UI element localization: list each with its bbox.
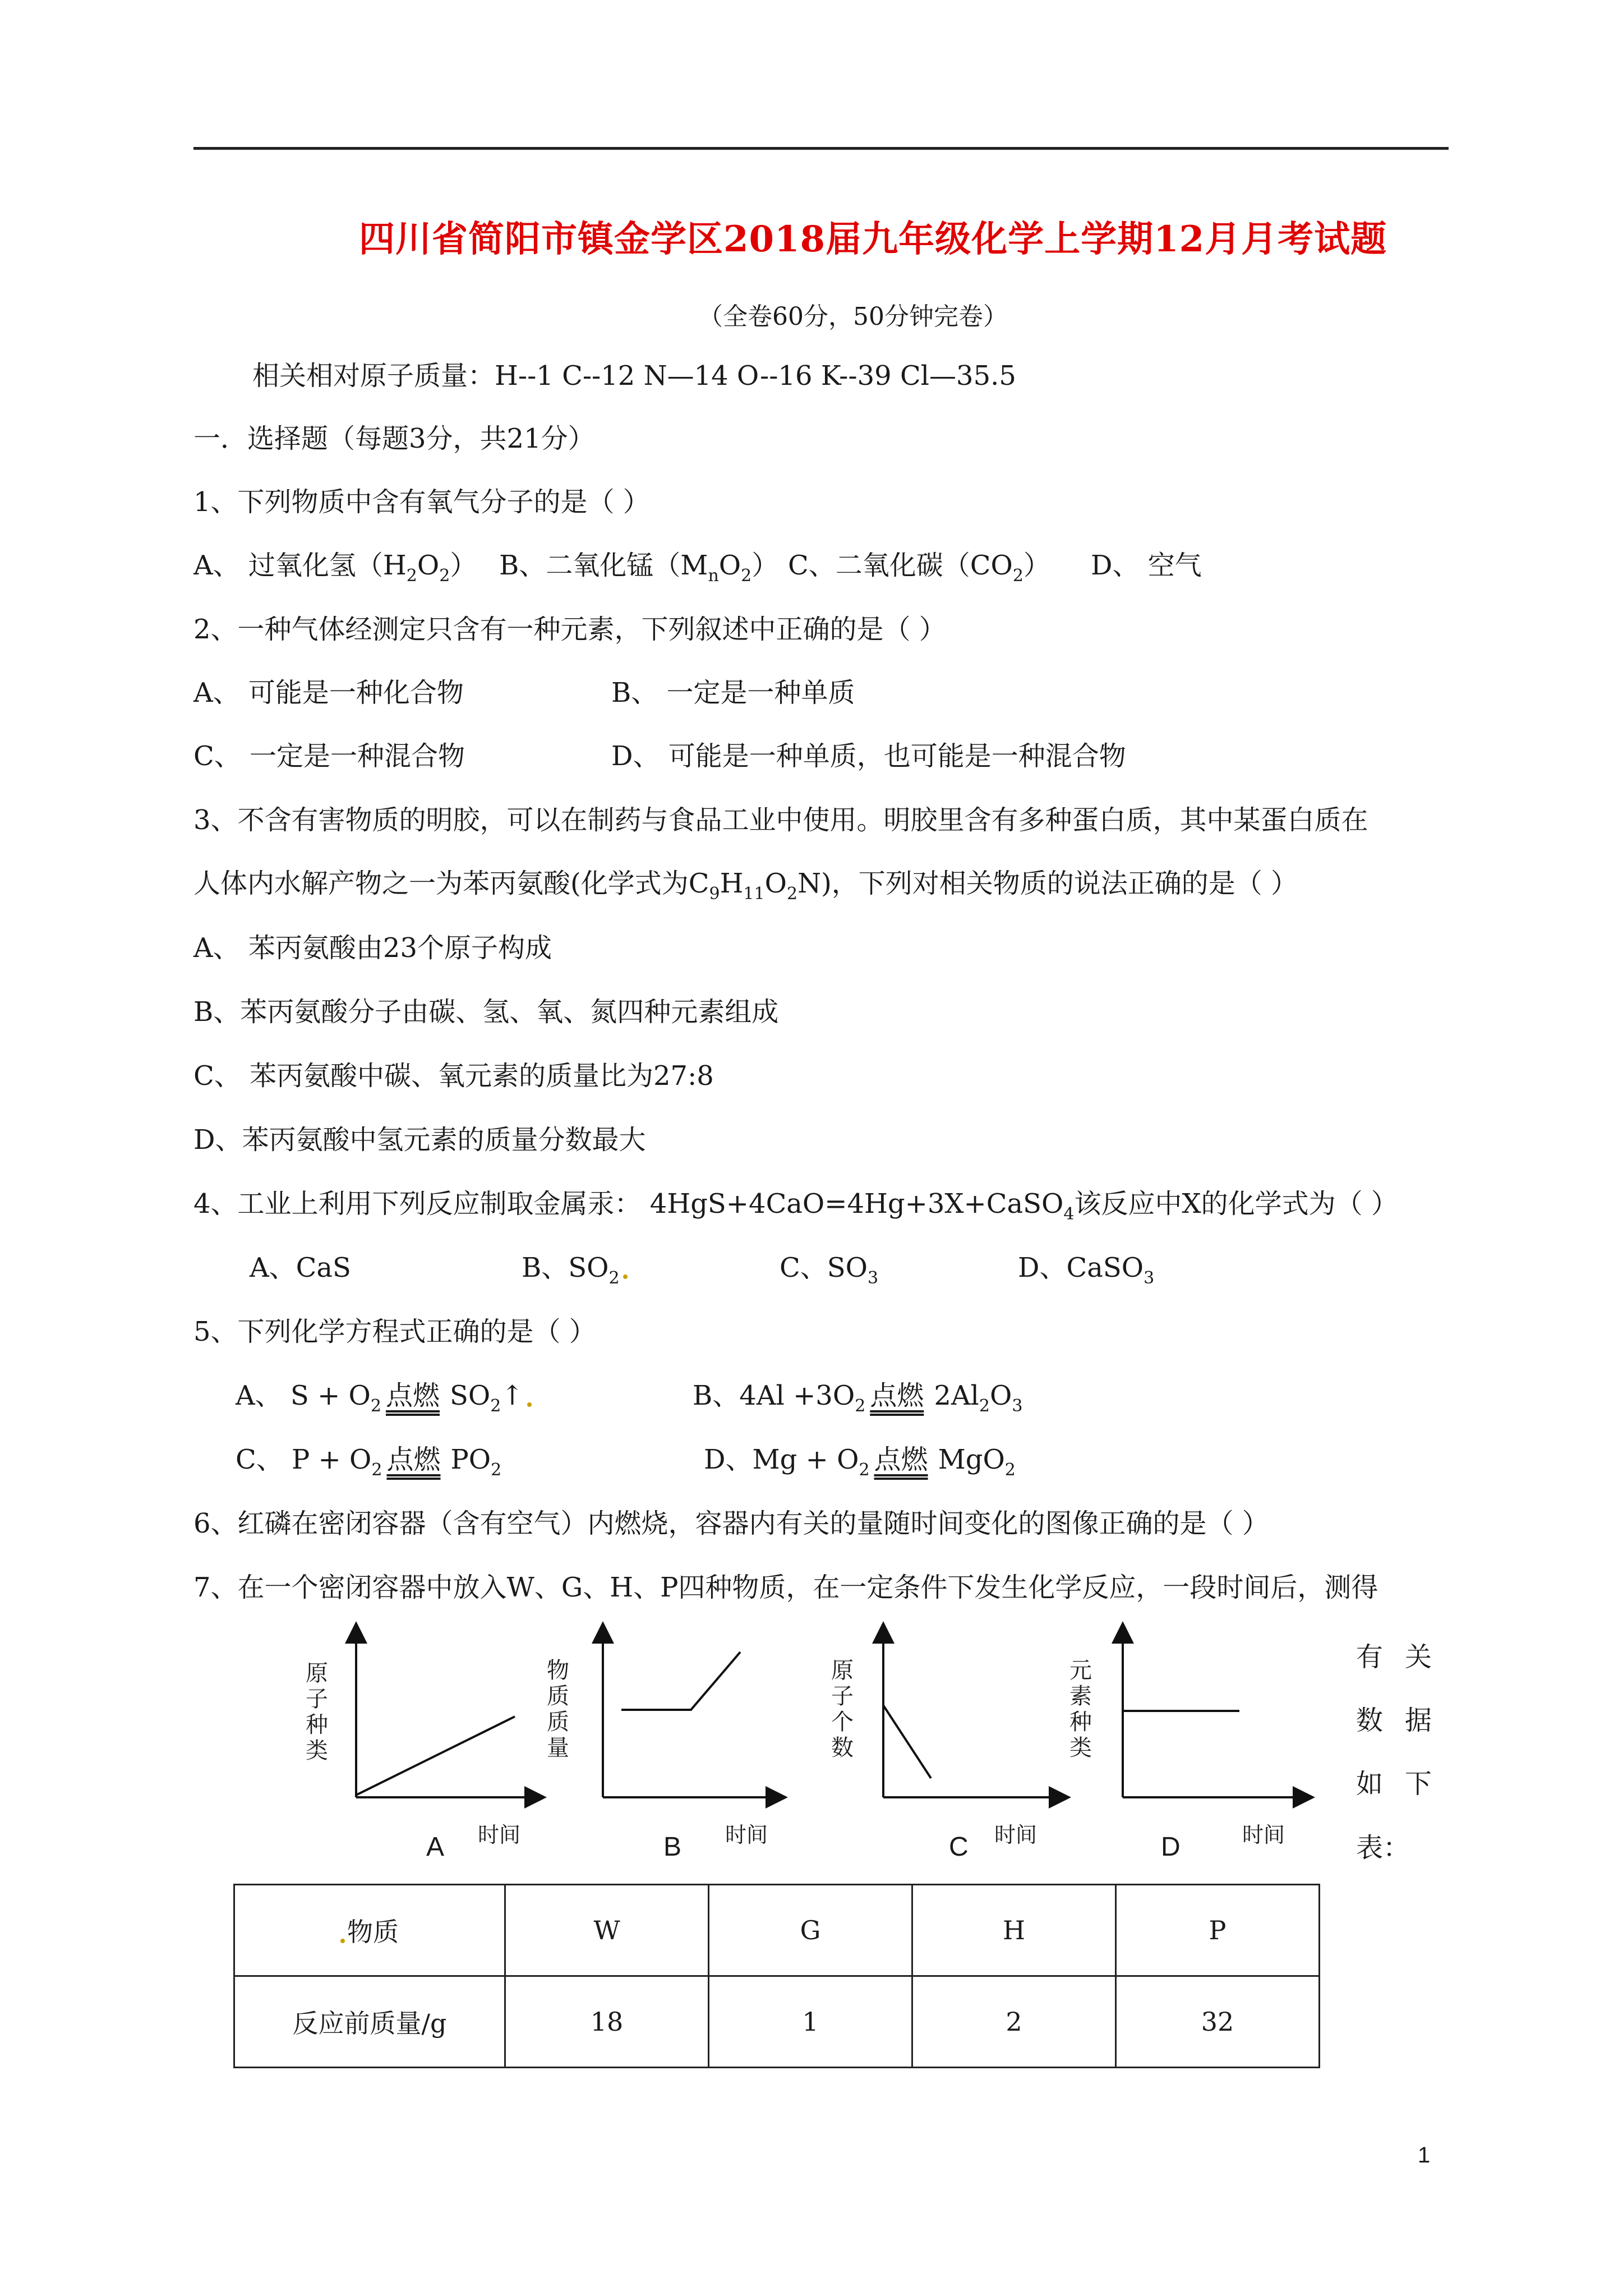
question-5-option-b: B、$4Al +3O_2$ 点燃 $2Al_2O_3$ bbox=[693, 1380, 1023, 1416]
question-6-stem: 6、红磷在密闭容器（含有空气）内燃烧，容器内有关的量随时间变化的图像正确的是（ ） bbox=[193, 1508, 1269, 1539]
question-4-option-b: B、$SO_2$ bbox=[522, 1251, 628, 1295]
graph-a-letter: A bbox=[426, 1832, 445, 1862]
graph-b-y-label: 物 质 质 量 bbox=[547, 1658, 569, 1761]
graph-a-x-label: 时间 bbox=[478, 1823, 521, 1847]
table-cell: 32 bbox=[1116, 1976, 1320, 2068]
graph-c-curve bbox=[883, 1705, 931, 1778]
question-1-option-a: A、 过氧化氢$(H_2O_2)$ bbox=[193, 550, 477, 586]
q7-side-char: 表： bbox=[1356, 1832, 1410, 1864]
graph-a-curve bbox=[356, 1717, 515, 1795]
question-4-option-c: C、$SO_3$ bbox=[780, 1252, 879, 1288]
atomic-mass-line: 相关相对原子质量：H--1 C--12 N—14 O--16 K--39 Cl—35.5 bbox=[252, 360, 1016, 392]
mass-table bbox=[233, 1884, 1320, 2068]
question-4-option-d: D、CaSO$_3$ bbox=[1018, 1252, 1155, 1288]
table-cell: 1 bbox=[709, 1976, 912, 2068]
table-header-cell: P bbox=[1116, 1885, 1320, 1976]
graph-d-x-label: 时间 bbox=[1242, 1823, 1285, 1847]
q7-side-char: 关 bbox=[1405, 1641, 1432, 1673]
q7-side-char: 如 bbox=[1356, 1768, 1384, 1800]
table-header-cell: G bbox=[709, 1885, 912, 1976]
table-header-cell: W bbox=[505, 1885, 709, 1976]
graph-a-y-label: 原 子 种 类 bbox=[306, 1660, 328, 1764]
question-3-stem-line2: 人体内水解产物之一为苯丙氨酸(化学式为$C_9H_{11}O_2N$)，下列对相关物质的说法正确的是（ ） bbox=[193, 868, 1298, 904]
section-heading: 一．选择题（每题3分，共21分） bbox=[193, 423, 595, 454]
question-2-stem: 2、一种气体经测定只含有一种元素，下列叙述中正确的是（ ） bbox=[193, 614, 946, 645]
exam-subtitle: （全卷60分，50分钟完卷） bbox=[698, 302, 1008, 331]
graph-b-curve bbox=[621, 1652, 740, 1710]
question-5-stem: 5、下列化学方程式正确的是（ ） bbox=[193, 1316, 596, 1347]
graph-c-x-label: 时间 bbox=[994, 1823, 1038, 1847]
page-number: 1 bbox=[1418, 2143, 1431, 2168]
graph-d-letter: D bbox=[1161, 1832, 1181, 1862]
question-1-stem: 1、下列物质中含有氧气分子的是（ ） bbox=[193, 486, 650, 518]
q7-side-char: 有 bbox=[1356, 1641, 1384, 1673]
graph-b-letter: B bbox=[663, 1832, 682, 1862]
question-2-option-a: A、 可能是一种化合物 bbox=[193, 677, 464, 708]
question-2-option-b: B、 一定是一种单质 bbox=[611, 677, 855, 708]
q7-side-char: 数 bbox=[1356, 1705, 1384, 1736]
mark-dot bbox=[340, 1939, 345, 1943]
question-1-option-c: C、二氧化碳$(CO_2)$ bbox=[788, 550, 1050, 586]
question-4-stem: 4、工业上利用下列反应制取金属汞： 4HgS+4CaO=4Hg+3X+CaSO$_4$该反应中X的化学式为（ ） bbox=[193, 1188, 1398, 1224]
question-1-option-b: B、二氧化锰$(M_nO_2)$ bbox=[499, 550, 779, 586]
question-7-stem: 7、在一个密闭容器中放入W、G、H、P四种物质，在一定条件下发生化学反应，一段时间后，测得 bbox=[193, 1572, 1378, 1603]
question-1-option-d: D、 空气 bbox=[1091, 550, 1202, 581]
table-cell: 2 bbox=[912, 1976, 1116, 2068]
graph-c-y-label: 原 子 个 数 bbox=[831, 1658, 854, 1761]
question-5-option-a: A、 $S + O_2$ 点燃 $SO_2↑$ bbox=[236, 1379, 532, 1423]
question-3-option-d: D、苯丙氨酸中氢元素的质量分数最大 bbox=[193, 1124, 646, 1156]
graph-d-y-label: 元 素 种 类 bbox=[1069, 1658, 1092, 1761]
question-5-option-d: D、$Mg + O_2$ 点燃 MgO$_2$ bbox=[704, 1444, 1016, 1480]
table-row bbox=[234, 1976, 1320, 2068]
table-cell: 18 bbox=[505, 1976, 709, 2068]
table-header-cell: H bbox=[912, 1885, 1116, 1976]
table-header-row bbox=[234, 1885, 1320, 1976]
table-header-cell: 物质 bbox=[234, 1885, 505, 1976]
question-2-option-d: D、 可能是一种单质，也可能是一种混合物 bbox=[611, 740, 1126, 772]
graph-b-x-label: 时间 bbox=[725, 1823, 768, 1847]
question-3-stem-line1: 3、不含有害物质的明胶，可以在制药与食品工业中使用。明胶里含有多种蛋白质，其中某蛋白质在 bbox=[193, 804, 1368, 836]
question-3-option-a: A、 苯丙氨酸由23个原子构成 bbox=[193, 932, 552, 964]
question-2-option-c: C、 一定是一种混合物 bbox=[193, 740, 465, 772]
q7-side-char: 下 bbox=[1405, 1768, 1432, 1800]
question-5-option-c: C、 $P + O_2$ 点燃 $PO_2$ bbox=[236, 1444, 502, 1480]
question-3-option-b: B、苯丙氨酸分子由碳、氢、氧、氮四种元素组成 bbox=[193, 996, 779, 1028]
question-3-option-c: C、 苯丙氨酸中碳、氧元素的质量比为27:8 bbox=[193, 1060, 714, 1092]
page-title: 四川省简阳市镇金学区2018届九年级化学上学期12月月考试题 bbox=[359, 218, 1387, 260]
graph-c-letter: C bbox=[949, 1832, 969, 1862]
question-4-option-a: A、CaS bbox=[250, 1252, 351, 1283]
q7-side-char: 据 bbox=[1405, 1705, 1432, 1736]
table-cell: 反应前质量/g bbox=[234, 1976, 505, 2068]
